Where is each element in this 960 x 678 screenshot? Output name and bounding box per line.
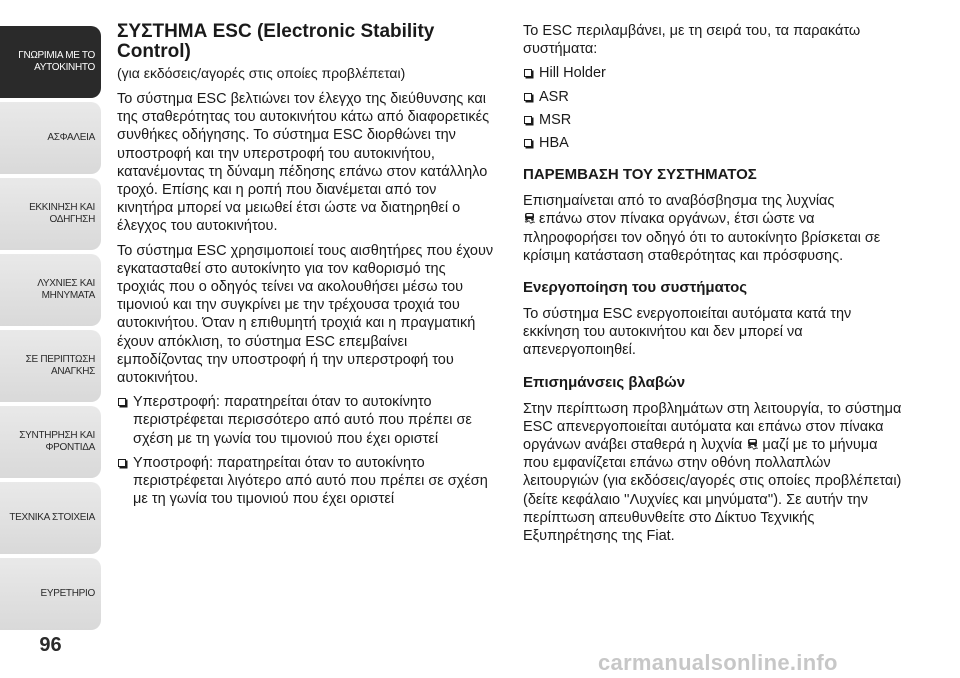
tab-starting-driving[interactable] [0, 178, 101, 250]
tab-technical-data[interactable] [0, 482, 101, 554]
operation-paragraph: Το σύστημα ESC χρησιμοποιεί τους αισθητήρες που έχουν εγκατασταθεί στο αυτοκίνητο για τον καθορισμό της τροχιάς που ο οδηγός τείνει να ακολουθήσει μέσω του τιμονιού και την συγκρίνει με την τρέχουσα τροχιά του αυτοκινήτου. Όταν η επιθυμητή τροχιά και η πραγματική έχουν απόκλιση, το σύστημα ESC επεμβαίνει εμποδίζοντας την υποστροφή ή την υπερστροφή του αυτοκινήτου. [117, 242, 494, 387]
list-item-hba: HBA [523, 134, 903, 152]
tab-emergency[interactable] [0, 330, 101, 402]
page-number: 96 [39, 634, 62, 656]
tab-label: ΕΚΚΙΝΗΣΗ ΚΑΙ ΟΔΗΓΗΣΗ [29, 202, 95, 225]
systems-list [523, 64, 903, 152]
section-subtitle: (για εκδόσεις/αγορές στις οποίες προβλέπεται) [117, 65, 406, 81]
tab-label: ΣΕ ΠΕΡΙΠΤΩΣΗ ΑΝΑΓΚΗΣ [25, 354, 95, 377]
esc-skid-car-icon [746, 438, 759, 450]
right-column [523, 22, 903, 551]
intervention-text-b: επάνω στον πίνακα οργάνων, έτσι ώστε να πληροφορήσει τον οδηγό ότι το αυτοκίνητο βρίσκεται σε κρίσιμη κατάσταση σταθερότητας και πρόσφυσης. [523, 211, 881, 264]
tab-label: ΣΥΝΤΗΡΗΣΗ ΚΑΙ ΦΡΟΝΤΙΔΑ [19, 430, 95, 453]
tab-warning-lights[interactable] [0, 254, 101, 326]
tab-label: ΛΥΧΝΙΕΣ ΚΑΙ ΜΗΝΥΜΑΤΑ [37, 278, 95, 301]
tab-getting-to-know-car[interactable] [0, 26, 101, 98]
section-title: ΣΥΣΤΗΜΑ ESC (Electronic Stability Control) [117, 21, 435, 62]
list-item-msr: MSR [523, 111, 903, 129]
tab-safety[interactable] [0, 102, 101, 174]
tab-label: ΑΣΦΑΛΕΙΑ [47, 132, 95, 143]
faults-text-b: μαζί με το μήνυμα που εμφανίζεται επάνω στην οθόνη πολλαπλών λειτουργιών (για εκδόσεις/αγορές στις οποίες προβλέπεται) (δείτε κεφάλαιο ''Λυχνίες και μηνύματα''). Σε αυτήν την περίπτωση απευθυνθείτε στο Δίκτυο Τεχνικής Εξυπηρέτησης της Fiat. [523, 437, 902, 545]
heading-faults: Επισημάνσεις βλαβών [523, 373, 686, 391]
faults-text-a: Στην περίπτωση προβλημάτων στη λειτουργία, το σύστημα ESC απενεργοποιείται αυτόματα και επάνω στον πίνακα οργάνων ανάβει σταθερά η λυχνία [523, 400, 902, 454]
list-item-asr: ASR [523, 88, 903, 106]
heading-activation: Ενεργοποίηση του συστήματος [523, 279, 748, 297]
tab-label: ΕΥΡΕΤΗΡΙΟ [40, 588, 95, 599]
heading-intervention: ΠΑΡΕΜΒΑΣΗ ΤΟΥ ΣΥΣΤΗΜΑΤΟΣ [523, 166, 757, 184]
tab-label: ΓΝΩΡΙΜΙΑ ΜΕ ΤΟ ΑΥΤΟΚΙΝΗΤΟ [18, 50, 95, 73]
list-item-understeer: Υποστροφή: παρατηρείται όταν το αυτοκίνητο περιστρέφεται λιγότερο από αυτό που πρέπει σε σχέση με τη γωνία του τιμονιού που έχει οριστεί [117, 454, 495, 509]
faults-paragraph [523, 400, 903, 546]
intervention-text-a: Επισημαίνεται από το αναβόσβησμα της λυχνίας [523, 193, 835, 210]
intervention-paragraph [523, 192, 903, 265]
chapter-sidebar [0, 26, 101, 636]
intro-paragraph: Το σύστημα ESC βελτιώνει τον έλεγχο της διεύθυνσης και της σταθερότητας του αυτοκινήτου κάτω από διαφορετικές συνθήκες οδήγησης. Το σύστημα ESC διορθώνει την υποστροφή και την υπερστροφή του αυτοκινήτου, κατανέμοντας τη δύναμη πέδησης επάνω στον κατάλληλο τροχό. Επίσης και η ροπή που διανέμεται από τον κινητήρα μπορεί να μειωθεί έτσι ώστε να διατηρηθεί ο έλεγχος του αυτοκινήτου. [117, 91, 490, 235]
list-item-hill-holder: Hill Holder [523, 64, 903, 82]
activation-paragraph: Το σύστημα ESC ενεργοποιείται αυτόματα κατά την εκκίνηση του αυτοκινήτου και δεν μπορεί να απενεργοποιηθεί. [523, 306, 852, 359]
esc-skid-car-icon [523, 212, 536, 224]
tab-label: ΤΕΧΝΙΚΑ ΣΤΟΙΧΕΙΑ [9, 512, 95, 523]
left-column [117, 22, 495, 514]
tab-index[interactable] [0, 558, 101, 630]
watermark: carmanualsonline.info [598, 650, 838, 675]
tab-maintenance[interactable] [0, 406, 101, 478]
definition-list [117, 393, 495, 508]
list-item-oversteer: Υπερστροφή: παρατηρείται όταν το αυτοκίνητο περιστρέφεται περισσότερο από αυτό που πρέπει σε σχέση με τη γωνία του τιμονιού που έχει οριστεί [117, 393, 495, 448]
systems-intro: Το ESC περιλαμβάνει, με τη σειρά του, τα παρακάτω συστήματα: [523, 23, 861, 58]
